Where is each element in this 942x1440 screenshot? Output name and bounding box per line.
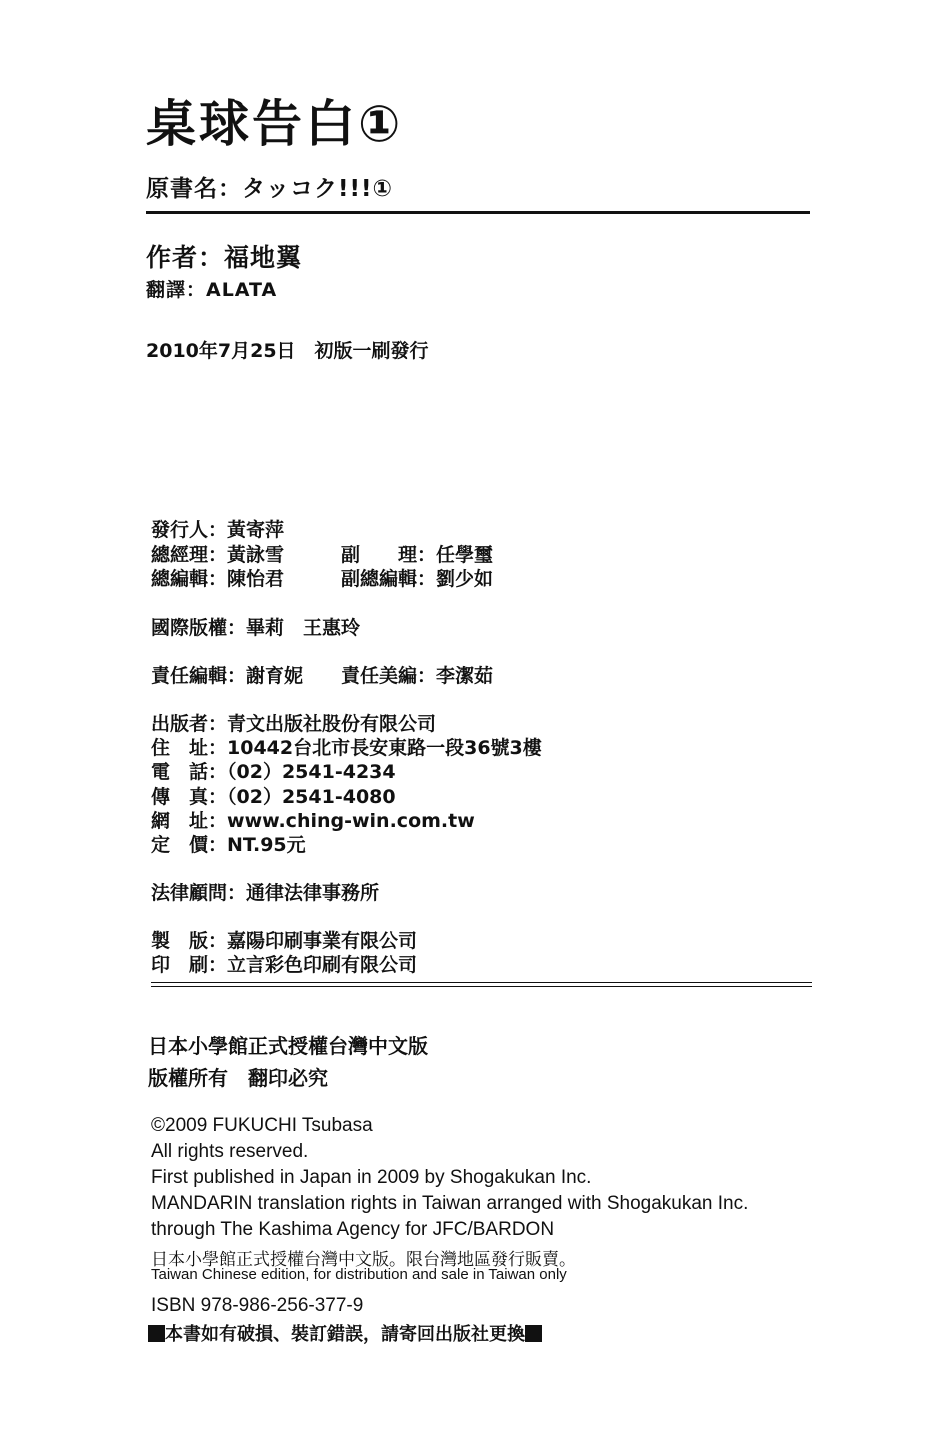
black-square-icon <box>148 1325 165 1342</box>
fax-row <box>151 785 396 809</box>
website-value: ：www.ching-win.com.tw <box>208 810 475 832</box>
deputy-editor-label: 副總編輯 <box>341 568 418 590</box>
publisher-person-row <box>151 518 284 542</box>
fax-value: ：（02）2541-4080 <box>208 786 396 808</box>
plate-making-row <box>151 929 417 953</box>
publisher-person-label: 發行人 <box>151 519 209 541</box>
deputy-manager-value: ：任學璽 <box>417 544 494 566</box>
fax-label: 傳 真 <box>151 786 209 808</box>
distribution-en: Taiwan Chinese edition, for distribution and sale in Taiwan only <box>151 1266 567 1283</box>
deputy-manager-row <box>341 543 493 567</box>
original-title: 原書名：タッコク!!!① <box>146 176 393 202</box>
printing-row <box>151 953 417 977</box>
website-row <box>151 809 475 833</box>
price-label: 定 價 <box>151 834 209 856</box>
price-value: ：NT.95元 <box>208 834 306 856</box>
publisher-row <box>151 712 436 736</box>
isbn: ISBN 978-986-256-377-9 <box>151 1295 364 1316</box>
translator: 翻譯：ALATA <box>146 279 278 301</box>
deputy-editor-row <box>341 567 493 591</box>
damage-notice-text: 本書如有破損、裝訂錯誤，請寄回出版社更換 <box>165 1324 525 1345</box>
responsible-art-editor: 責任美編：李潔茹 <box>341 665 494 687</box>
address-label: 住 址 <box>151 737 209 759</box>
general-manager-row <box>151 543 284 567</box>
rights-reserved-statement: 版權所有 翻印必究 <box>148 1066 328 1090</box>
divider-line-2 <box>151 986 812 987</box>
general-manager-label: 總經理 <box>151 544 209 566</box>
printing-label: 印 刷 <box>151 954 209 976</box>
phone-label: 電 話 <box>151 761 209 783</box>
copyright-line-1: ©2009 FUKUCHI Tsubasa <box>151 1115 373 1136</box>
first-edition-date: 2010年7月25日 初版一刷發行 <box>146 340 429 362</box>
copyright-line-3: First published in Japan in 2009 by Shogakukan Inc. <box>151 1167 592 1188</box>
address-value: ：10442台北市長安東路一段36號3樓 <box>208 737 542 759</box>
address-row <box>151 736 542 760</box>
divider-line <box>151 982 812 983</box>
editor-in-chief-label: 總編輯 <box>151 568 209 590</box>
responsible-editor: 責任編輯：謝育妮 <box>151 665 304 687</box>
damage-notice <box>148 1320 542 1346</box>
phone-value: ：（02）2541-4234 <box>208 761 396 783</box>
legal-counsel: 法律顧問：通律法律事務所 <box>151 882 380 904</box>
editor-in-chief-value: ：陳怡君 <box>208 568 285 590</box>
copyright-line-2: All rights reserved. <box>151 1141 309 1162</box>
international-rights: 國際版權：畢莉 王惠玲 <box>151 617 361 639</box>
plate-making-value: ：嘉陽印刷事業有限公司 <box>208 930 418 952</box>
publisher-label: 出版者 <box>151 713 209 735</box>
website-label: 網 址 <box>151 810 209 832</box>
copyright-line-4: MANDARIN translation rights in Taiwan arranged with Shogakukan Inc. <box>151 1193 749 1214</box>
publisher-value: ：青文出版社股份有限公司 <box>208 713 437 735</box>
deputy-editor-value: ：劉少如 <box>417 568 494 590</box>
printing-value: ：立言彩色印刷有限公司 <box>208 954 418 976</box>
editor-in-chief-row <box>151 567 284 591</box>
license-statement: 日本小學館正式授權台灣中文版 <box>148 1034 428 1058</box>
black-square-icon <box>525 1325 542 1342</box>
general-manager-value: ：黃詠雪 <box>208 544 285 566</box>
deputy-manager-label: 副 理 <box>341 544 418 566</box>
price-row <box>151 833 306 857</box>
phone-row <box>151 760 396 784</box>
publisher-person-value: ：黃寄萍 <box>208 519 285 541</box>
copyright-line-5: through The Kashima Agency for JFC/BARDON <box>151 1219 555 1240</box>
author: 作者：福地翼 <box>146 243 303 272</box>
title-divider <box>146 211 810 214</box>
book-title: 桌球告白① <box>146 95 404 153</box>
distribution-zh: 日本小學館正式授權台灣中文版。限台灣地區發行販賣。 <box>151 1250 576 1270</box>
plate-making-label: 製 版 <box>151 930 209 952</box>
